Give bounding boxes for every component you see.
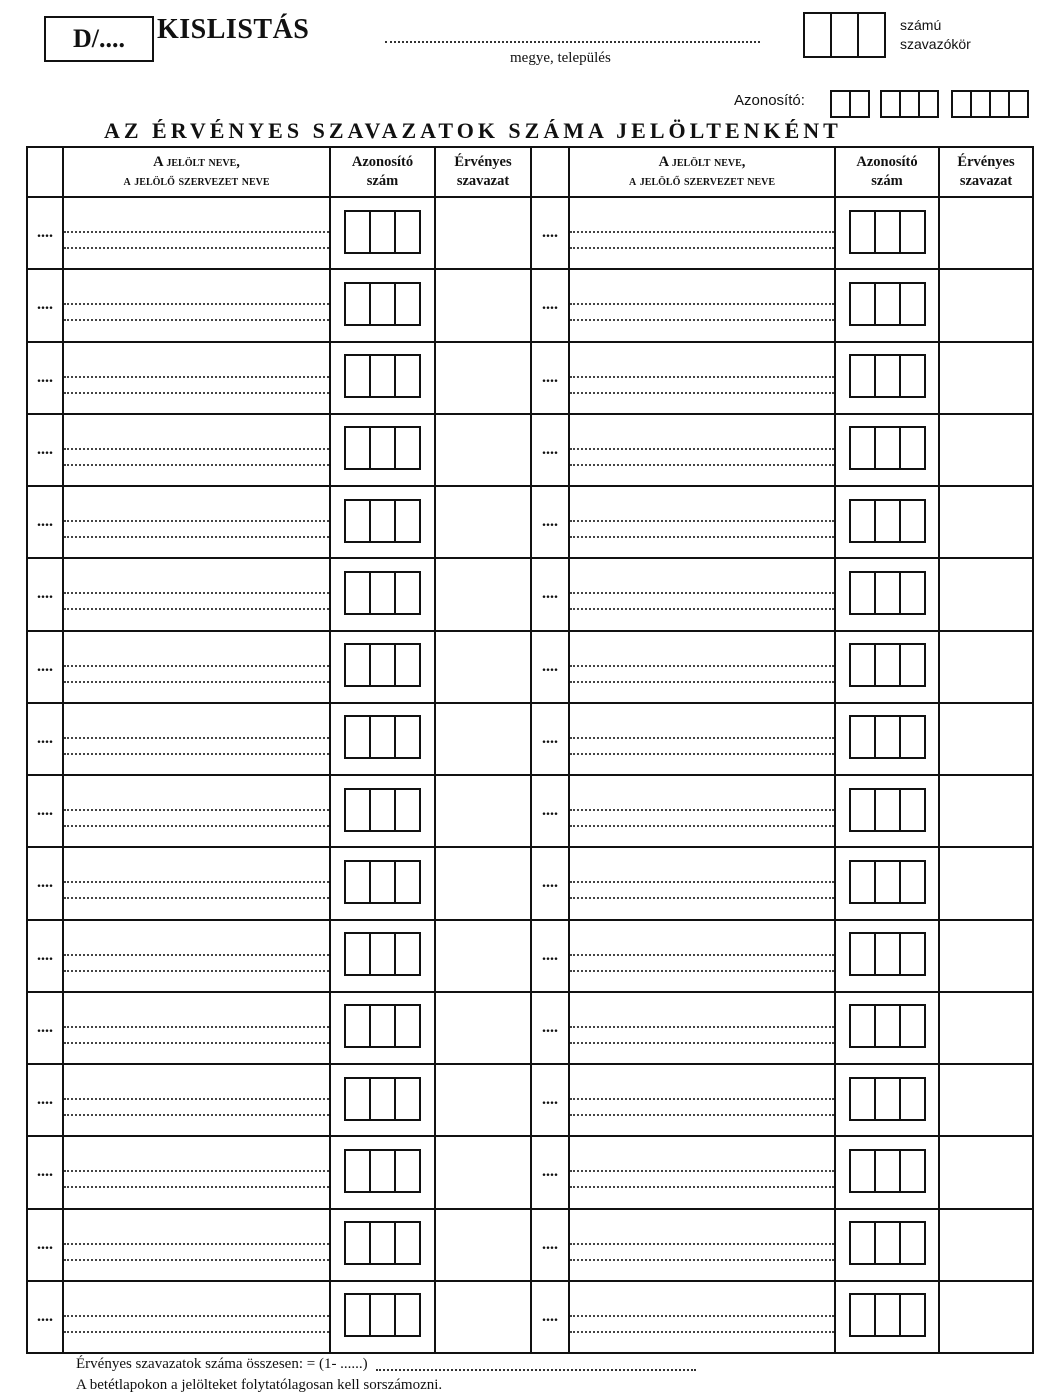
candidate-id-boxes[interactable] bbox=[344, 788, 421, 832]
candidate-name-field-left[interactable] bbox=[63, 992, 330, 1064]
total-input-line[interactable] bbox=[376, 1369, 696, 1371]
candidate-id-cell-right bbox=[835, 197, 939, 269]
valid-votes-field-right[interactable] bbox=[939, 775, 1033, 847]
candidate-name-field-left[interactable] bbox=[63, 703, 330, 775]
candidate-id-cell-left bbox=[330, 269, 435, 341]
candidate-name-field-left[interactable] bbox=[63, 847, 330, 919]
row-marker-left: .... bbox=[27, 342, 63, 414]
valid-votes-field-right[interactable] bbox=[939, 631, 1033, 703]
candidate-id-boxes[interactable] bbox=[849, 571, 926, 615]
table-row bbox=[27, 775, 1033, 847]
valid-votes-field-right[interactable] bbox=[939, 269, 1033, 341]
candidate-id-cell-right bbox=[835, 269, 939, 341]
candidate-name-field-left[interactable] bbox=[63, 1281, 330, 1353]
row-marker-right: .... bbox=[531, 992, 569, 1064]
valid-votes-field-left[interactable] bbox=[435, 558, 531, 630]
district-label bbox=[900, 16, 971, 54]
candidate-table bbox=[26, 146, 1034, 1354]
candidate-id-cell-right bbox=[835, 1136, 939, 1208]
candidate-id-boxes[interactable] bbox=[849, 1004, 926, 1048]
identifier-label: Azonosító: bbox=[734, 92, 805, 109]
district-label-line2: szavazókör bbox=[900, 36, 971, 52]
row-marker-right: .... bbox=[531, 775, 569, 847]
header-name-left: A jelölt neve, a jelölő szervezet neve bbox=[63, 147, 330, 197]
valid-votes-field-left[interactable] bbox=[435, 920, 531, 992]
candidate-id-boxes[interactable] bbox=[849, 354, 926, 398]
valid-votes-field-left[interactable] bbox=[435, 703, 531, 775]
candidate-name-field-left[interactable] bbox=[63, 775, 330, 847]
row-marker-left: .... bbox=[27, 1136, 63, 1208]
valid-votes-field-left[interactable] bbox=[435, 1064, 531, 1136]
table-row bbox=[27, 558, 1033, 630]
header-name-right: A jelölt neve, a jelölő szervezet neve bbox=[569, 147, 835, 197]
candidate-id-cell-left bbox=[330, 920, 435, 992]
table-row bbox=[27, 269, 1033, 341]
candidate-name-field-left[interactable] bbox=[63, 486, 330, 558]
row-marker-left: .... bbox=[27, 1209, 63, 1281]
candidate-id-cell-right bbox=[835, 847, 939, 919]
total-label: Érvényes szavazatok száma összesen: = (1- ......) bbox=[76, 1356, 368, 1372]
row-marker-left: .... bbox=[27, 920, 63, 992]
candidate-id-cell-right bbox=[835, 1064, 939, 1136]
header-id-right: Azonosító szám bbox=[835, 147, 939, 197]
candidate-name-field-left[interactable] bbox=[63, 269, 330, 341]
valid-votes-field-right[interactable] bbox=[939, 703, 1033, 775]
candidate-id-cell-right bbox=[835, 631, 939, 703]
candidate-id-boxes[interactable] bbox=[344, 1293, 421, 1337]
candidate-id-cell-left bbox=[330, 775, 435, 847]
candidate-id-cell-right bbox=[835, 1209, 939, 1281]
row-marker-right: .... bbox=[531, 847, 569, 919]
candidate-name-field-left[interactable] bbox=[63, 1136, 330, 1208]
candidate-name-field-right[interactable] bbox=[569, 1136, 835, 1208]
row-marker-right: .... bbox=[531, 558, 569, 630]
district-number-boxes[interactable] bbox=[803, 12, 886, 58]
valid-votes-field-right[interactable] bbox=[939, 558, 1033, 630]
candidate-id-cell-right bbox=[835, 342, 939, 414]
candidate-name-field-left[interactable] bbox=[63, 920, 330, 992]
row-marker-right: .... bbox=[531, 920, 569, 992]
candidate-name-field-left[interactable] bbox=[63, 1064, 330, 1136]
valid-votes-field-left[interactable] bbox=[435, 342, 531, 414]
row-marker-right: .... bbox=[531, 414, 569, 486]
candidate-id-boxes[interactable] bbox=[344, 1004, 421, 1048]
candidate-id-boxes[interactable] bbox=[849, 426, 926, 470]
candidate-name-field-left[interactable] bbox=[63, 558, 330, 630]
candidate-name-field-right[interactable] bbox=[569, 414, 835, 486]
candidate-id-cell-right bbox=[835, 486, 939, 558]
row-marker-right: .... bbox=[531, 197, 569, 269]
valid-votes-field-right[interactable] bbox=[939, 920, 1033, 992]
row-marker-right: .... bbox=[531, 1136, 569, 1208]
candidate-id-boxes[interactable] bbox=[849, 932, 926, 976]
candidate-id-boxes[interactable] bbox=[344, 282, 421, 326]
candidate-name-field-left[interactable] bbox=[63, 414, 330, 486]
candidate-id-boxes[interactable] bbox=[344, 715, 421, 759]
valid-votes-field-right[interactable] bbox=[939, 847, 1033, 919]
row-marker-left: .... bbox=[27, 992, 63, 1064]
candidate-name-field-left[interactable] bbox=[63, 631, 330, 703]
candidate-id-cell-right bbox=[835, 1281, 939, 1353]
candidate-id-boxes[interactable] bbox=[849, 643, 926, 687]
valid-votes-field-left[interactable] bbox=[435, 269, 531, 341]
candidate-name-field-right[interactable] bbox=[569, 1209, 835, 1281]
candidate-id-cell-right bbox=[835, 558, 939, 630]
header-valid-left: Érvényes szavazat bbox=[435, 147, 531, 197]
table-header-row bbox=[27, 147, 1033, 197]
table-row bbox=[27, 197, 1033, 269]
row-marker-right: .... bbox=[531, 1281, 569, 1353]
candidate-id-boxes[interactable] bbox=[344, 426, 421, 470]
row-marker-right: .... bbox=[531, 269, 569, 341]
valid-votes-field-left[interactable] bbox=[435, 992, 531, 1064]
table-row bbox=[27, 1281, 1033, 1353]
valid-votes-field-right[interactable] bbox=[939, 486, 1033, 558]
candidate-id-boxes[interactable] bbox=[849, 499, 926, 543]
row-marker-left: .... bbox=[27, 1281, 63, 1353]
valid-votes-field-right[interactable] bbox=[939, 197, 1033, 269]
candidate-id-cell-left bbox=[330, 414, 435, 486]
county-input-line[interactable] bbox=[385, 40, 760, 43]
candidate-id-cell-right bbox=[835, 920, 939, 992]
candidate-id-cell-left bbox=[330, 992, 435, 1064]
valid-votes-field-left[interactable] bbox=[435, 847, 531, 919]
header-valid-right: Érvényes szavazat bbox=[939, 147, 1033, 197]
candidate-id-boxes[interactable] bbox=[344, 499, 421, 543]
candidate-id-boxes[interactable] bbox=[344, 932, 421, 976]
valid-votes-field-right[interactable] bbox=[939, 342, 1033, 414]
table-row bbox=[27, 414, 1033, 486]
table-row bbox=[27, 920, 1033, 992]
candidate-name-field-right[interactable] bbox=[569, 992, 835, 1064]
row-marker-left: .... bbox=[27, 486, 63, 558]
row-marker-right: .... bbox=[531, 703, 569, 775]
candidate-name-field-right[interactable] bbox=[569, 1281, 835, 1353]
candidate-name-field-left[interactable] bbox=[63, 197, 330, 269]
candidate-id-boxes[interactable] bbox=[849, 715, 926, 759]
candidate-id-cell-right bbox=[835, 703, 939, 775]
identifier-boxes-2[interactable] bbox=[880, 90, 939, 118]
row-marker-right: .... bbox=[531, 631, 569, 703]
candidate-id-cell-left bbox=[330, 1209, 435, 1281]
row-marker-left: .... bbox=[27, 414, 63, 486]
valid-votes-field-right[interactable] bbox=[939, 1209, 1033, 1281]
candidate-name-field-right[interactable] bbox=[569, 1064, 835, 1136]
valid-votes-field-left[interactable] bbox=[435, 1136, 531, 1208]
row-marker-right: .... bbox=[531, 1209, 569, 1281]
candidate-id-boxes[interactable] bbox=[849, 1221, 926, 1265]
form-id-box: D/.... bbox=[44, 16, 154, 62]
row-marker-left: .... bbox=[27, 269, 63, 341]
header-marker-left bbox=[27, 147, 63, 197]
candidate-id-cell-left bbox=[330, 1136, 435, 1208]
candidate-name-field-right[interactable] bbox=[569, 920, 835, 992]
candidate-id-cell-left bbox=[330, 486, 435, 558]
row-marker-left: .... bbox=[27, 703, 63, 775]
table-row bbox=[27, 1136, 1033, 1208]
valid-votes-field-right[interactable] bbox=[939, 1064, 1033, 1136]
candidate-id-cell-left bbox=[330, 1064, 435, 1136]
candidate-id-cell-right bbox=[835, 992, 939, 1064]
candidate-id-boxes[interactable] bbox=[344, 1077, 421, 1121]
header-marker-right bbox=[531, 147, 569, 197]
candidate-id-boxes[interactable] bbox=[344, 571, 421, 615]
district-label-line1: számú bbox=[900, 17, 942, 33]
candidate-name-field-right[interactable] bbox=[569, 703, 835, 775]
candidate-name-field-right[interactable] bbox=[569, 847, 835, 919]
valid-votes-field-left[interactable] bbox=[435, 1281, 531, 1353]
candidate-name-field-right[interactable] bbox=[569, 342, 835, 414]
candidate-id-boxes[interactable] bbox=[849, 788, 926, 832]
valid-votes-field-left[interactable] bbox=[435, 775, 531, 847]
table-row bbox=[27, 992, 1033, 1064]
candidate-name-field-right[interactable] bbox=[569, 631, 835, 703]
valid-votes-field-right[interactable] bbox=[939, 1136, 1033, 1208]
valid-votes-field-left[interactable] bbox=[435, 486, 531, 558]
header-id-left: Azonosító szám bbox=[330, 147, 435, 197]
row-marker-right: .... bbox=[531, 342, 569, 414]
footer-note: A betétlapokon a jelölteket folytatólagosan kell sorszámozni. bbox=[76, 1377, 443, 1393]
candidate-id-cell-left bbox=[330, 1281, 435, 1353]
table-row bbox=[27, 342, 1033, 414]
candidate-name-field-left[interactable] bbox=[63, 1209, 330, 1281]
table-row bbox=[27, 847, 1033, 919]
candidate-id-boxes[interactable] bbox=[344, 210, 421, 254]
row-marker-left: .... bbox=[27, 847, 63, 919]
candidate-id-cell-left bbox=[330, 847, 435, 919]
candidate-id-cell-right bbox=[835, 775, 939, 847]
candidate-id-boxes[interactable] bbox=[344, 1149, 421, 1193]
row-marker-left: .... bbox=[27, 1064, 63, 1136]
candidate-id-boxes[interactable] bbox=[849, 860, 926, 904]
row-marker-left: .... bbox=[27, 197, 63, 269]
candidate-id-cell-left bbox=[330, 703, 435, 775]
candidate-id-boxes[interactable] bbox=[849, 1293, 926, 1337]
county-label: megye, település bbox=[510, 50, 611, 66]
section-title: AZ ÉRVÉNYES SZAVAZATOK SZÁMA JELÖLTENKÉNT bbox=[104, 118, 842, 143]
candidate-id-boxes[interactable] bbox=[849, 210, 926, 254]
table-row bbox=[27, 1064, 1033, 1136]
document-title: KISLISTÁS bbox=[157, 14, 310, 45]
table-row bbox=[27, 631, 1033, 703]
candidate-name-field-right[interactable] bbox=[569, 558, 835, 630]
candidate-name-field-right[interactable] bbox=[569, 775, 835, 847]
candidate-id-boxes[interactable] bbox=[849, 282, 926, 326]
candidate-id-cell-left bbox=[330, 197, 435, 269]
valid-votes-field-right[interactable] bbox=[939, 1281, 1033, 1353]
candidate-name-field-right[interactable] bbox=[569, 486, 835, 558]
candidate-id-cell-left bbox=[330, 631, 435, 703]
candidate-name-field-left[interactable] bbox=[63, 342, 330, 414]
row-marker-left: .... bbox=[27, 775, 63, 847]
valid-votes-field-left[interactable] bbox=[435, 631, 531, 703]
valid-votes-field-left[interactable] bbox=[435, 197, 531, 269]
identifier-boxes-1[interactable] bbox=[830, 90, 870, 118]
table-row bbox=[27, 1209, 1033, 1281]
valid-votes-field-left[interactable] bbox=[435, 1209, 531, 1281]
valid-votes-field-right[interactable] bbox=[939, 992, 1033, 1064]
candidate-id-boxes[interactable] bbox=[344, 354, 421, 398]
table-row bbox=[27, 703, 1033, 775]
row-marker-left: .... bbox=[27, 631, 63, 703]
row-marker-left: .... bbox=[27, 558, 63, 630]
candidate-name-field-right[interactable] bbox=[569, 197, 835, 269]
candidate-id-cell-left bbox=[330, 342, 435, 414]
row-marker-right: .... bbox=[531, 1064, 569, 1136]
candidate-id-boxes[interactable] bbox=[849, 1149, 926, 1193]
candidate-id-cell-left bbox=[330, 558, 435, 630]
candidate-id-cell-right bbox=[835, 414, 939, 486]
footer bbox=[76, 1354, 696, 1396]
valid-votes-field-left[interactable] bbox=[435, 414, 531, 486]
candidate-id-boxes[interactable] bbox=[344, 1221, 421, 1265]
identifier-boxes-3[interactable] bbox=[951, 90, 1029, 118]
valid-votes-field-right[interactable] bbox=[939, 414, 1033, 486]
table-row bbox=[27, 486, 1033, 558]
candidate-id-boxes[interactable] bbox=[344, 643, 421, 687]
candidate-name-field-right[interactable] bbox=[569, 269, 835, 341]
candidate-id-boxes[interactable] bbox=[849, 1077, 926, 1121]
row-marker-right: .... bbox=[531, 486, 569, 558]
candidate-id-boxes[interactable] bbox=[344, 860, 421, 904]
